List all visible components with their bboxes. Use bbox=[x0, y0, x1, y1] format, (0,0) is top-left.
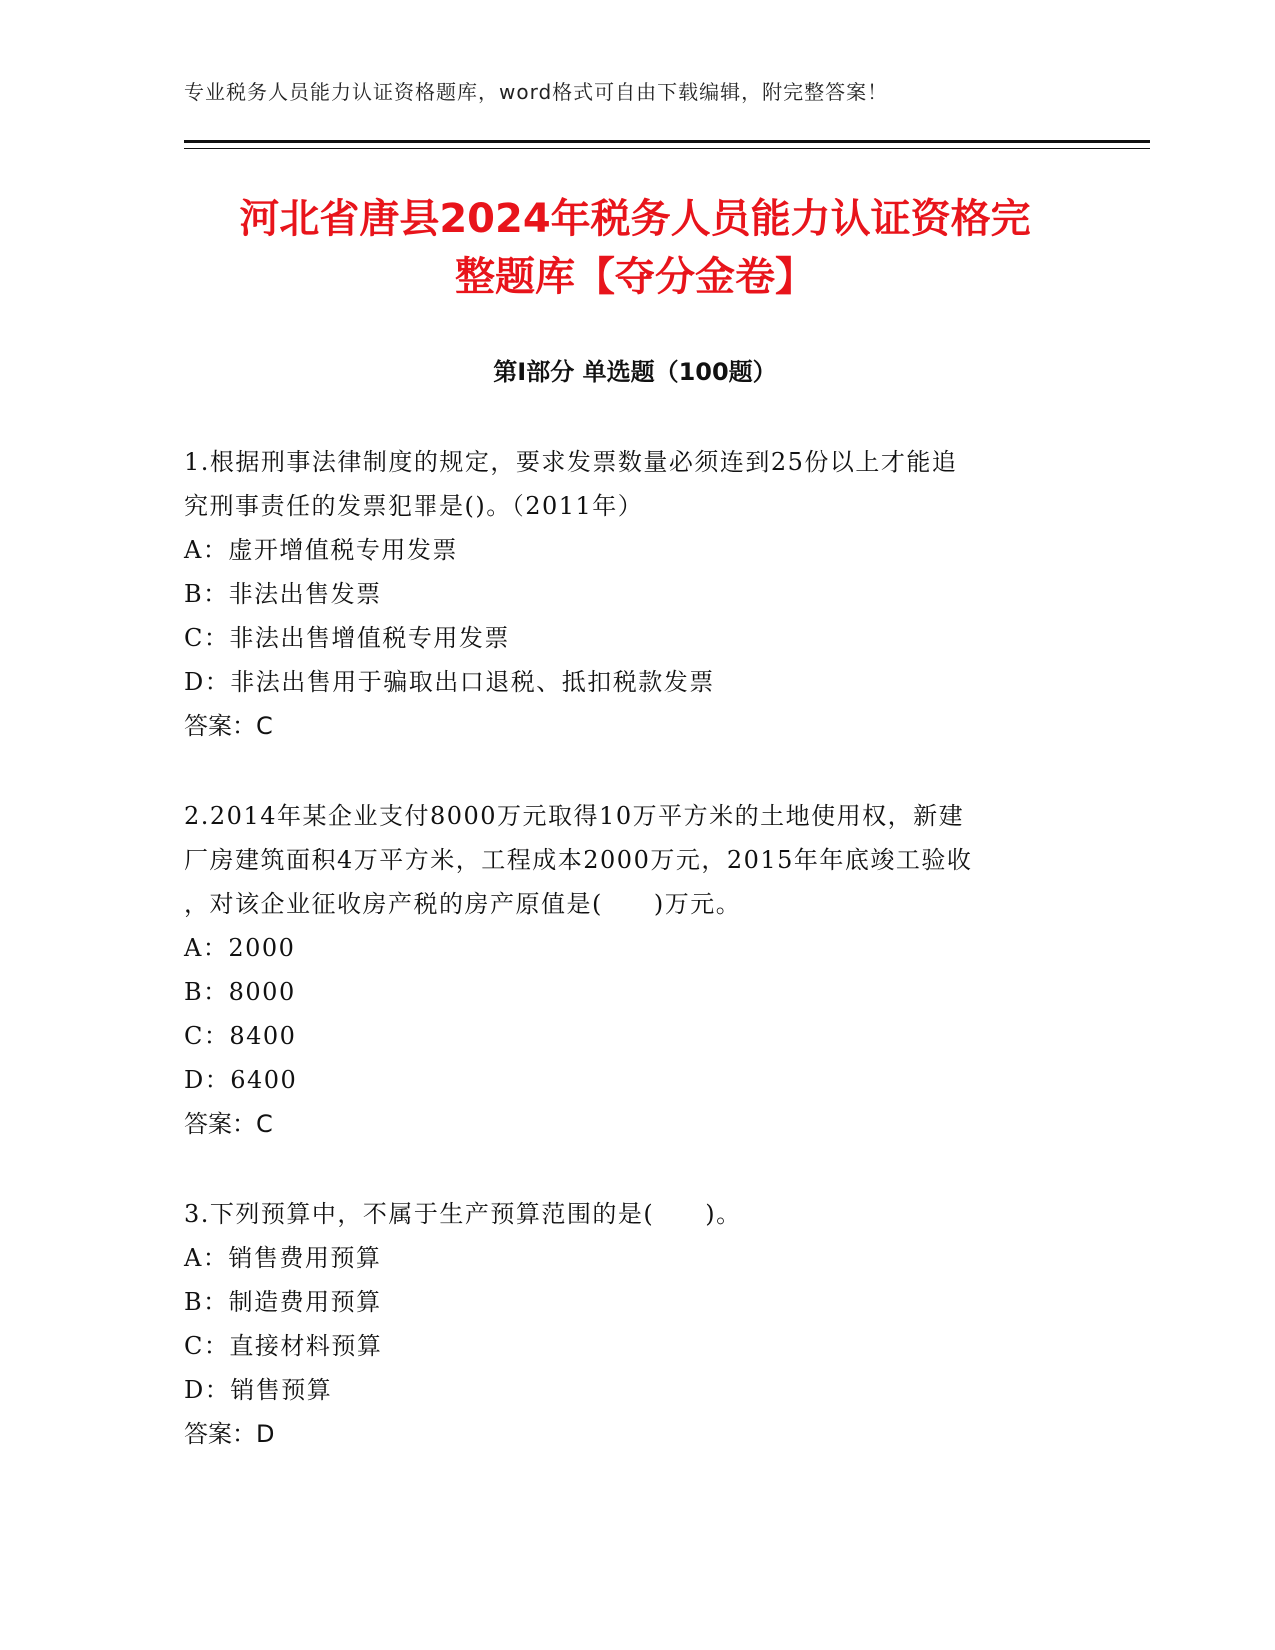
document-title-line-2: 整题库【夺分金卷】 bbox=[455, 254, 815, 300]
option-c: C：非法出售增值税专用发票 bbox=[184, 624, 510, 652]
answer: 答案：C bbox=[184, 1110, 273, 1138]
question-2 bbox=[184, 794, 1084, 1146]
question-stem-line: 1.根据刑事法律制度的规定，要求发票数量必须连到25份以上才能追 bbox=[184, 448, 958, 476]
header-rule-thick bbox=[184, 140, 1150, 143]
question-stem-line: ，对该企业征收房产税的房产原值是( )万元。 bbox=[184, 890, 742, 918]
header-rule-thin bbox=[184, 148, 1150, 149]
option-a: A：2000 bbox=[184, 934, 296, 962]
option-c: C：直接材料预算 bbox=[184, 1332, 383, 1360]
option-b: B：非法出售发票 bbox=[184, 580, 382, 608]
option-d: D：销售预算 bbox=[184, 1376, 333, 1404]
option-c: C：8400 bbox=[184, 1022, 297, 1050]
header-note: 专业税务人员能力认证资格题库，word格式可自由下载编辑，附完整答案！ bbox=[184, 80, 889, 104]
option-b: B：制造费用预算 bbox=[184, 1288, 382, 1316]
answer: 答案：D bbox=[184, 1420, 275, 1448]
question-3 bbox=[184, 1192, 1084, 1456]
answer: 答案：C bbox=[184, 712, 273, 740]
option-d: D：非法出售用于骗取出口退税、抵扣税款发票 bbox=[184, 668, 715, 696]
option-b: B：8000 bbox=[184, 978, 296, 1006]
question-1 bbox=[184, 440, 1084, 748]
section-title: 第Ⅰ部分 单选题（100题） bbox=[493, 358, 777, 386]
option-a: A：虚开增值税专用发票 bbox=[184, 536, 458, 564]
question-list bbox=[184, 440, 1084, 1502]
question-stem-line: 究刑事责任的发票犯罪是()。（2011年） bbox=[184, 492, 644, 520]
option-d: D：6400 bbox=[184, 1066, 298, 1094]
document-title-line-1: 河北省唐县2024年税务人员能力认证资格完 bbox=[239, 196, 1031, 242]
question-stem-line: 厂房建筑面积4万平方米，工程成本2000万元，2015年年底竣工验收 bbox=[184, 846, 973, 874]
document-title bbox=[160, 190, 1110, 306]
question-stem-line: 2.2014年某企业支付8000万元取得10万平方米的土地使用权，新建 bbox=[184, 802, 965, 830]
option-a: A：销售费用预算 bbox=[184, 1244, 382, 1272]
question-stem-line: 3.下列预算中，不属于生产预算范围的是( )。 bbox=[184, 1200, 742, 1228]
